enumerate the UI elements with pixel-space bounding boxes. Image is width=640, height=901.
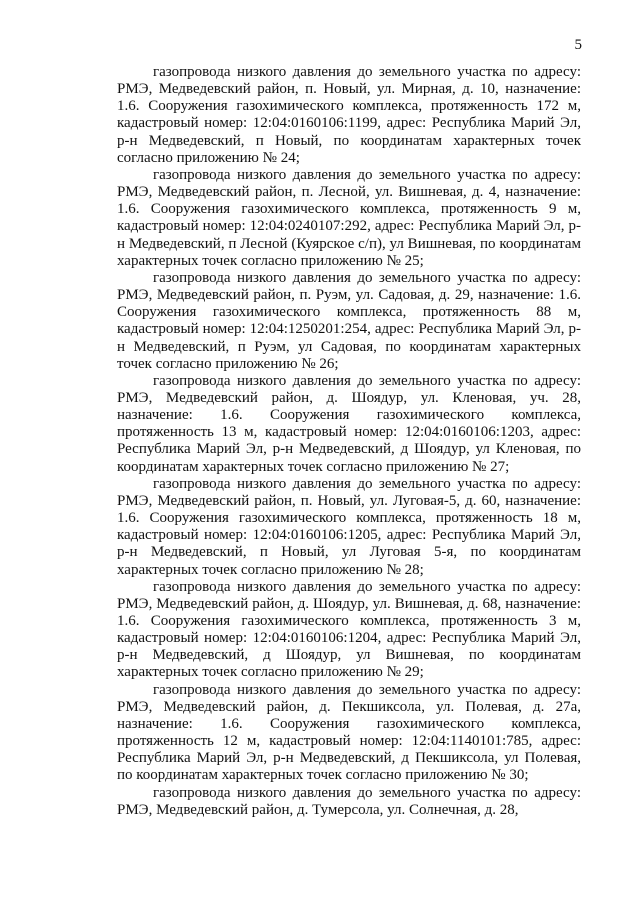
paragraph-appendix-30: газопровода низкого давления до земельного участка по адресу: РМЭ, Медведевский район, д. Пекшиксола, ул. Полевая, д. 27а, назначение: 1.6. Сооружения газохимического комплекса, протяженность 12 м, кадастровый номер: 12:04:1140101:785, адрес: Республика Марий Эл, р-н Медведевский, д Пекшиксола, ул Полевая, по координатам характерных точек согласно приложению № 30; [117, 681, 581, 784]
page-number: 5 [574, 37, 582, 53]
document-body [117, 64, 581, 819]
paragraph-appendix-27: газопровода низкого давления до земельного участка по адресу: РМЭ, Медведевский район, д. Шоядур, ул. Кленовая, уч. 28, назначение: 1.6. Сооружения газохимического комплекса, протяженность 13 м, кадастровый номер: 12:04:0160106:1203, адрес: Республика Марий Эл, р-н Медведевский, д Шоядур, ул Кленовая, по координатам характерных точек согласно приложению № 27; [117, 372, 581, 475]
paragraph-appendix-28: газопровода низкого давления до земельного участка по адресу: РМЭ, Медведевский район, п. Новый, ул. Луговая-5, д. 60, назначение: 1.6. Сооружения газохимического комплекса, протяженность 18 м, кадастровый номер: 12:04:0160106:1205, адрес: Республика Марий Эл, р-н Медведевский, п Новый, ул Луговая 5-я, по координатам характерных точек согласно приложению № 28; [117, 475, 581, 578]
paragraph-appendix-26: газопровода низкого давления до земельного участка по адресу: РМЭ, Медведевский район, п. Руэм, ул. Садовая, д. 29, назначение: 1.6. Сооружения газохимического комплекса, протяженность 88 м, кадастровый номер: 12:04:1250201:254, адрес: Республика Марий Эл, р-н Медведевский, п Руэм, ул Садовая, по координатам характерных точек согласно приложению № 26; [117, 269, 581, 372]
paragraph-continuation: газопровода низкого давления до земельного участка по адресу: РМЭ, Медведевский район, д. Тумерсола, ул. Солнечная, д. 28, [117, 784, 581, 818]
paragraph-appendix-29: газопровода низкого давления до земельного участка по адресу: РМЭ, Медведевский район, д. Шоядур, ул. Вишневая, д. 68, назначение: 1.6. Сооружения газохимического комплекса, протяженность 3 м, кадастровый номер: 12:04:0160106:1204, адрес: Республика Марий Эл, р-н Медведевский, д Шоядур, ул Вишневая, по координатам характерных точек согласно приложению № 29; [117, 578, 581, 681]
paragraph-appendix-24: газопровода низкого давления до земельного участка по адресу: РМЭ, Медведевский район, п. Новый, ул. Мирная, д. 10, назначение: 1.6. Сооружения газохимического комплекса, протяженность 172 м, кадастровый номер: 12:04:0160106:1199, адрес: Республика Марий Эл, р-н Медведевский, п Новый, по координатам характерных точек согласно приложению № 24; [117, 64, 581, 166]
paragraph-appendix-25: газопровода низкого давления до земельного участка по адресу: РМЭ, Медведевский район, п. Лесной, ул. Вишневая, д. 4, назначение: 1.6. Сооружения газохимического комплекса, протяженность 9 м, кадастровый номер: 12:04:0240107:292, адрес: Республика Марий Эл, р-н Медведевский, п Лесной (Куярское с/п), ул Вишневая, по координатам характерных точек согласно приложению № 25; [117, 166, 581, 269]
